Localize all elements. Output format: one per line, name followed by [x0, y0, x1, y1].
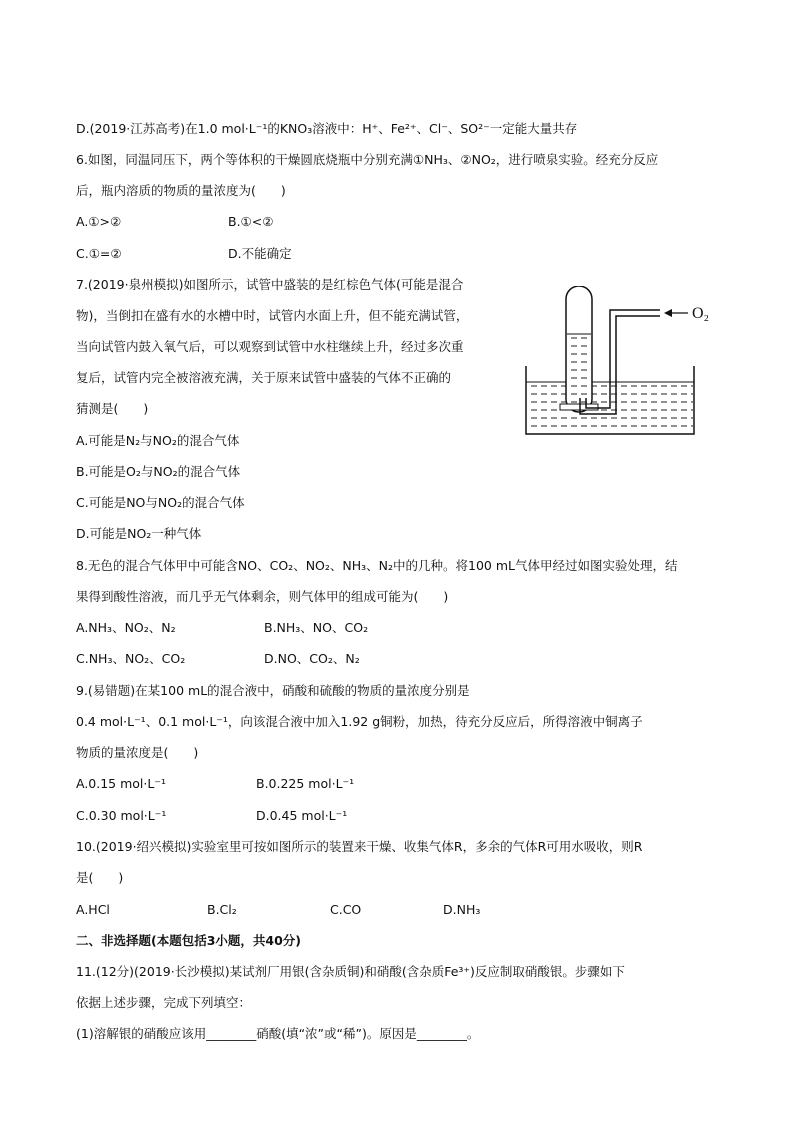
- q10-stem-line1: 10.(2019·绍兴模拟)实验室里可按如图所示的装置来干燥、收集气体R，多余的气体R可用水吸收，则R: [76, 839, 643, 854]
- q7-stem-line2: 物)，当倒扣在盛有水的水槽中时，试管内水面上升，但不能充满试管，: [76, 308, 469, 323]
- q8-stem-line2: 果得到酸性溶液，而几乎无气体剩余，则气体甲的组成可能为( ): [76, 589, 449, 604]
- q7-stem-line1: 7.(2019·泉州模拟)如图所示，试管中盛装的是红棕色气体(可能是混合: [76, 277, 464, 292]
- q6-stem-line2: 后，瓶内溶质的物质的量浓度为( ): [76, 183, 286, 198]
- q10-option-b: B.Cl₂: [207, 902, 237, 917]
- q8-option-c: C.NH₃、NO₂、CO₂: [76, 651, 186, 666]
- q11-stem-line1: 11.(12分)(2019·长沙模拟)某试剂厂用银(含杂质铜)和硝酸(含杂质Fe³⁺)反应制取硝酸银。步骤如下: [76, 964, 625, 979]
- q5-option-d: D.(2019·江苏高考)在1.0 mol·L⁻¹的KNO₃溶液中：H⁺、Fe²⁺、Cl⁻、SO²⁻一定能大量共存: [76, 121, 578, 136]
- q8-option-d: D.NO、CO₂、N₂: [264, 651, 360, 666]
- section-heading: 二、非选择题(本题包括3小题，共40分): [76, 933, 302, 948]
- q7-option-d: D.可能是NO₂一种气体: [76, 526, 202, 541]
- q6-stem-line1: 6.如图，同温同压下，两个等体积的干燥圆底烧瓶中分别充满①NH₃、②NO₂，进行喷泉实验。经充分反应: [76, 152, 659, 167]
- q6-option-b: B.①<②: [228, 214, 274, 229]
- q8-option-a: A.NH₃、NO₂、N₂: [76, 620, 176, 635]
- q9-stem-line1: 9.(易错题)在某100 mL的混合液中，硝酸和硫酸的物质的量浓度分别是: [76, 683, 470, 698]
- q8-option-b: B.NH₃、NO、CO₂: [264, 620, 369, 635]
- q10-option-a: A.HCl: [76, 902, 110, 917]
- q10-option-c: C.CO: [330, 902, 362, 917]
- q8-stem-line1: 8.无色的混合气体甲中可能含NO、CO₂、NO₂、NH₃、N₂中的几种。将100 mL气体甲经过如图实验处理，结: [76, 558, 678, 573]
- q10-stem-line2: 是( ): [76, 870, 124, 885]
- oxygen-label: O₂: [692, 305, 710, 322]
- q9-option-a: A.0.15 mol·L⁻¹: [76, 776, 166, 791]
- q9-stem-line2: 0.4 mol·L⁻¹、0.1 mol·L⁻¹，向该混合液中加入1.92 g铜粉，加热，待充分反应后，所得溶液中铜离子: [76, 714, 643, 729]
- q7-option-c: C.可能是NO与NO₂的混合气体: [76, 495, 245, 510]
- test-tube-figure: [520, 286, 720, 442]
- q11-stem-line2: 依据上述步骤，完成下列填空：: [76, 995, 252, 1010]
- q7-stem-line4: 复后，试管内完全被溶液充满，关于原来试管中盛装的气体不正确的: [76, 370, 452, 385]
- q7-stem-line5: 猜测是( ): [76, 401, 149, 416]
- q9-stem-line3: 物质的量浓度是( ): [76, 745, 199, 760]
- q7-option-b: B.可能是O₂与NO₂的混合气体: [76, 464, 241, 479]
- q9-option-c: C.0.30 mol·L⁻¹: [76, 808, 167, 823]
- q9-option-d: D.0.45 mol·L⁻¹: [256, 808, 348, 823]
- q7-stem-line3: 当向试管内鼓入氧气后，可以观察到试管中水柱继续上升，经过多次重: [76, 339, 464, 354]
- q6-option-a: A.①>②: [76, 214, 122, 229]
- q9-option-b: B.0.225 mol·L⁻¹: [256, 776, 355, 791]
- q11-subquestion-1: (1)溶解银的硝酸应该用________硝酸(填“浓”或“稀”)。原因是________。: [76, 1026, 480, 1041]
- q10-option-d: D.NH₃: [443, 902, 481, 917]
- q6-option-c: C.①=②: [76, 246, 122, 261]
- q6-option-d: D.不能确定: [228, 246, 292, 261]
- q7-option-a: A.可能是N₂与NO₂的混合气体: [76, 433, 240, 448]
